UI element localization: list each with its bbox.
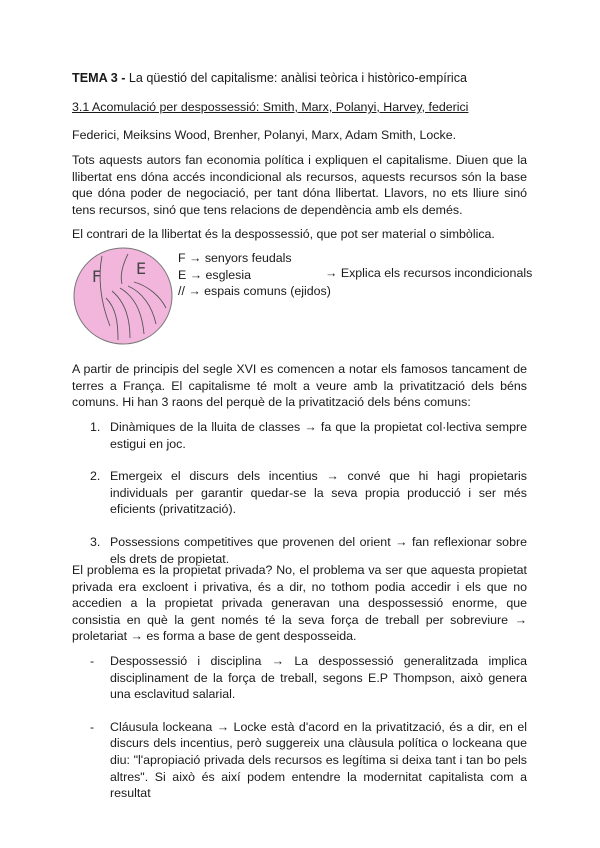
list-number: 1. <box>90 420 101 434</box>
list-item <box>72 719 527 802</box>
bullets-list <box>72 653 527 802</box>
list-text: Emergeix el discurs dels incentius → convé que hi hagi propietaris individuals per garantir quedar-se la seva propia producció i ser més eficients (privatització). <box>110 469 527 517</box>
legend-f: F → senyors feudals <box>178 251 292 265</box>
authors-line: Federici, Meiksins Wood, Brenher, Polanyi, Marx, Adam Smith, Locke. <box>72 128 457 142</box>
page-title <box>72 71 467 85</box>
legend-note: → Explica els recursos incondicionals <box>325 266 533 280</box>
list-item <box>72 468 527 518</box>
bullet-dash: - <box>90 654 95 668</box>
list-text: Possessions competitives que provenen del orient → fan reflexionar sobre els drets de propietat. <box>110 534 527 566</box>
paragraph-freedom: Tots aquests autors fan economia política i expliquen el capitalisme. Diuen que la llibertat ens dóna accés incondicional als recursos, aquests recursos són la base que dóna poder de negociació, per tant dóna llibertat. Llavors, no ets lliure sinó tens recursos, sinó que tens relacions de dependència amb els demés. <box>72 153 527 217</box>
list-number: 2. <box>90 469 101 484</box>
list-text: Cláusula lockeana → Locke està d'acord en la privatització, és a dir, en el discurs dels incentius, però suggereix una clàusula política o lockeana que diu: "l'apropiació privada dels recursos es legítima si deixa tant i tan bo pels altres". Si això és així podem entendre la modernitat capitalista com a resultat <box>110 719 527 801</box>
paragraph-private-property: El problema es la propietat privada? No, el problema va ser que aquesta propietat privada era excloent i privativa, és a dir, no tothom podia accedir i els que no accedien a la propietat privada generavan una despossessió enorme, que consistia en què la gent només té la seva força de treball per sobreviure → proletariat → es forma a base de gent desposseida. <box>72 563 527 644</box>
list-item <box>72 419 527 452</box>
legend-e: E → esglesia <box>178 267 252 282</box>
figure-legend <box>178 250 331 300</box>
list-item <box>72 653 527 703</box>
title-bold: TEMA 3 - <box>72 71 126 85</box>
commons-sketch-figure <box>72 246 174 346</box>
list-text: Despossessió i disciplina → La despossessió generalitzada implica disciplinament de la força de treball, segons E.P Thompson, això genera una esclavitud salarial. <box>110 654 527 702</box>
paragraph-enclosures: A partir de principis del segle XVI es comencen a notar els famosos tancament de terres a França. El capitalisme té molt a veure amb la privatització dels béns comuns. Hi han 3 raons del perquè de la privatització dels béns comuns: <box>72 362 527 410</box>
paragraph-dispossession: El contrari de la llibertat és la despossessió, que pot ser material o simbòlica. <box>72 227 495 241</box>
title-rest: La qüestió del capitalisme: anàlisi teòrica i històrico-empírica <box>125 71 468 85</box>
legend-commons: // → espais comuns (ejidos) <box>178 284 331 299</box>
bullet-dash: - <box>90 719 95 734</box>
sketch-label-e: E <box>136 259 147 278</box>
list-text: Dinàmiques de la lluita de classes → fa que la propietat col·lectiva sempre estigui en joc. <box>110 420 527 451</box>
section-heading: 3.1 Acomulació per despossessió: Smith, Marx, Polanyi, Harvey, federici <box>72 100 469 114</box>
list-number: 3. <box>90 534 101 549</box>
sketch-label-f: F <box>92 267 102 286</box>
reasons-list <box>72 419 527 567</box>
